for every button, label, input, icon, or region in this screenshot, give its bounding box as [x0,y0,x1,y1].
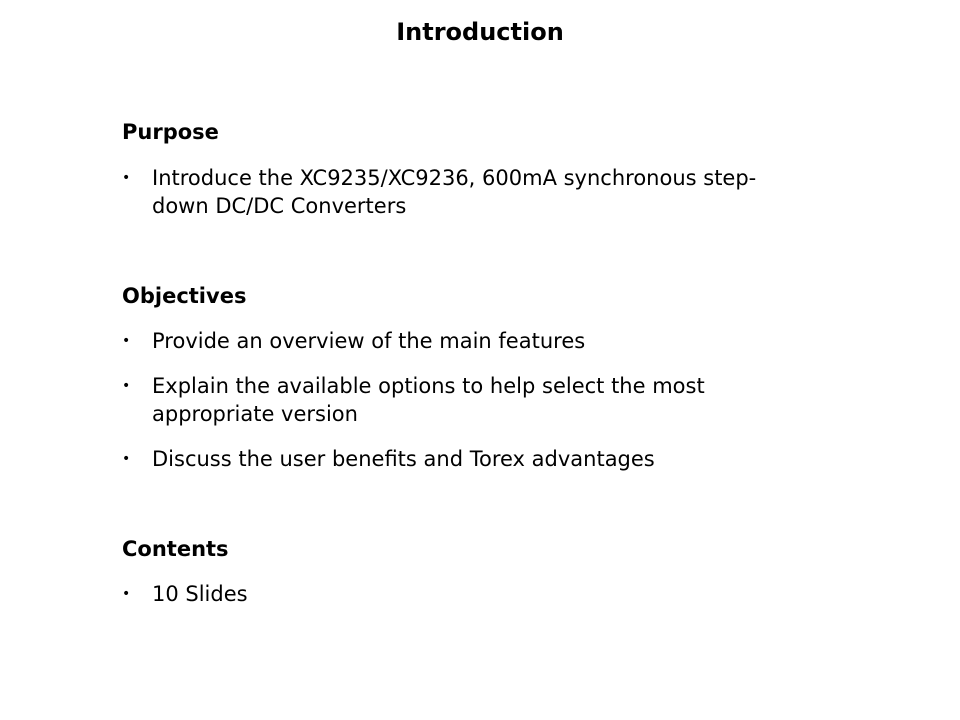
bullet-item-contents-1 [122,580,812,608]
bullet-text: Provide an overview of the main features [152,329,586,353]
bullet-marker: • [122,333,131,349]
section-heading-objectives: Objectives [122,284,247,308]
bullet-text: Discuss the user benefits and Torex advantages [152,447,655,471]
bullet-text: Explain the available options to help select the most appropriate version [152,374,705,426]
bullet-item-objectives-1 [122,327,812,355]
bullet-item-objectives-3 [122,445,812,473]
section-heading-purpose: Purpose [122,120,219,144]
section-heading-contents: Contents [122,537,229,561]
bullet-text: 10 Slides [152,582,248,606]
bullet-text: Introduce the XC9235/XC9236, 600mA synchronous step-down DC/DC Converters [152,166,757,218]
bullet-marker: • [122,586,131,602]
bullet-item-purpose-1 [122,164,812,220]
bullet-marker: • [122,378,131,394]
bullet-item-objectives-2 [122,372,812,428]
bullet-marker: • [122,170,131,186]
slide-title: Introduction [396,18,564,46]
bullet-marker: • [122,451,131,467]
